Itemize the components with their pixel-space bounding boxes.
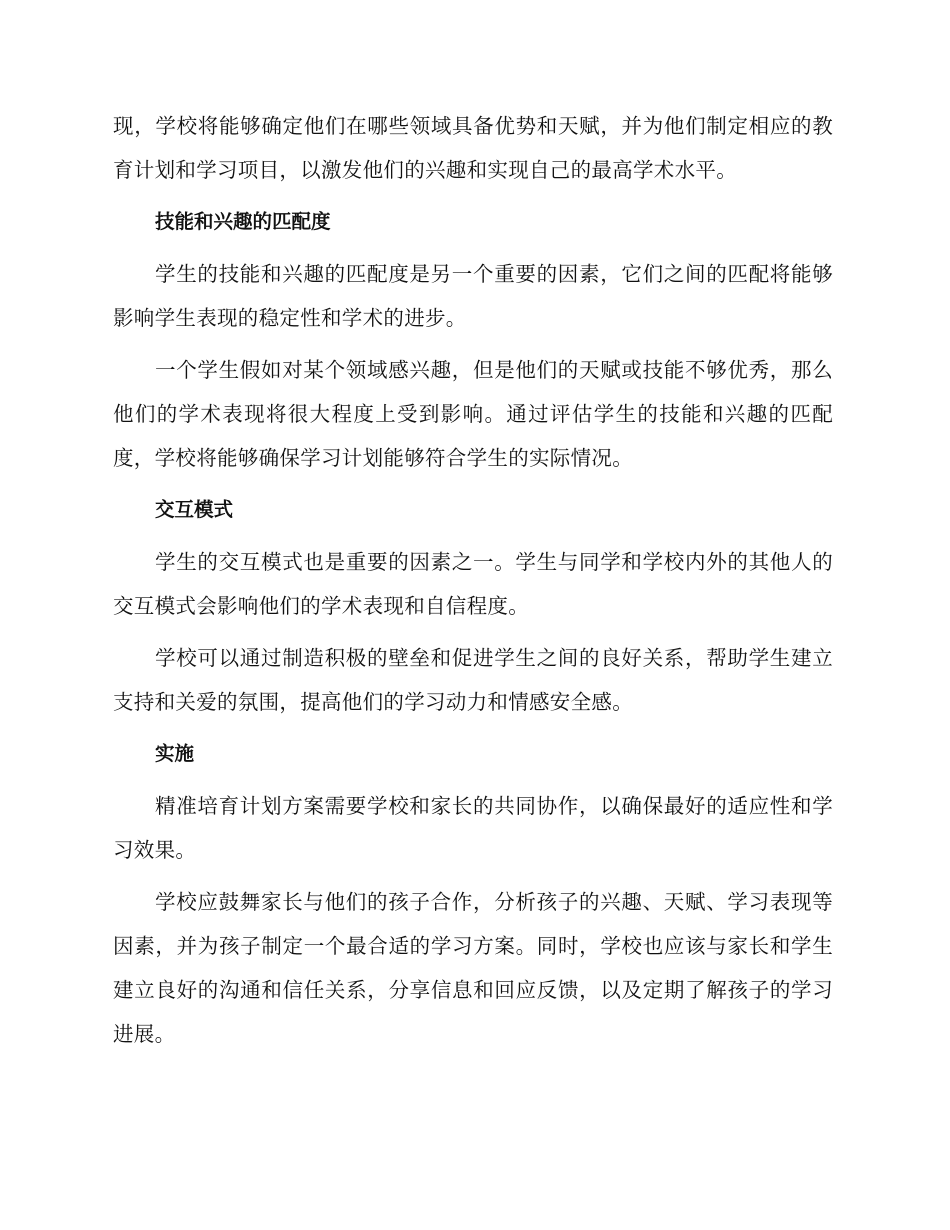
document-body <box>113 104 833 1064</box>
paragraph: 一个学生假如对某个领域感兴趣，但是他们的天赋或技能不够优秀，那么他们的学术表现将很大程度上受到影响。通过评估学生的技能和兴趣的匹配度，学校将能够确保学习计划能够符合学生的实际情况。 <box>113 358 833 470</box>
paragraph: 学生的交互模式也是重要的因素之一。学生与同学和学校内外的其他人的交互模式会影响他们的学术表现和自信程度。 <box>113 550 833 618</box>
section-heading-skill-interest-match: 技能和兴趣的匹配度 <box>155 210 331 233</box>
paragraph: 学校可以通过制造积极的壁垒和促进学生之间的良好关系，帮助学生建立支持和关爱的氛围，提高他们的学习动力和情感安全感。 <box>113 646 833 714</box>
paragraph: 精准培育计划方案需要学校和家长的共同协作，以确保最好的适应性和学习效果。 <box>113 794 833 862</box>
section-heading-implementation: 实施 <box>155 742 195 765</box>
paragraph: 学校应鼓舞家长与他们的孩子合作，分析孩子的兴趣、天赋、学习表现等因素，并为孩子制定一个最合适的学习方案。同时，学校也应该与家长和学生建立良好的沟通和信任关系，分享信息和回应反馈，以及定期了解孩子的学习进展。 <box>113 890 833 1046</box>
section-heading-interaction-mode: 交互模式 <box>155 498 234 521</box>
paragraph-continued: 现，学校将能够确定他们在哪些领域具备优势和天赋，并为他们制定相应的教育计划和学习项目，以激发他们的兴趣和实现自己的最高学术水平。 <box>113 114 833 182</box>
paragraph: 学生的技能和兴趣的匹配度是另一个重要的因素，它们之间的匹配将能够影响学生表现的稳定性和学术的进步。 <box>113 262 833 330</box>
